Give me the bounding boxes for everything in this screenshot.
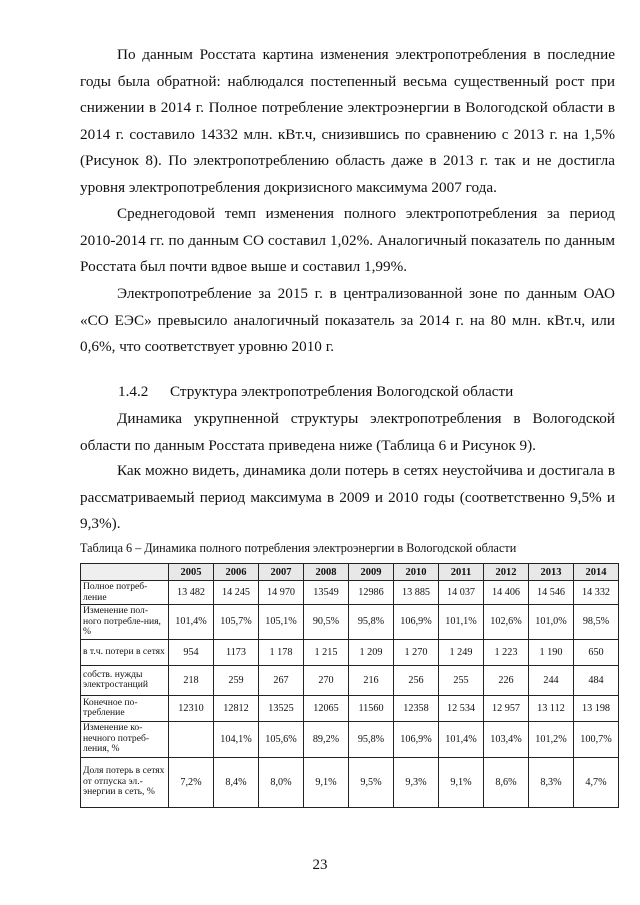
table-cell: 14 406 — [484, 581, 529, 605]
table-cell: 13 198 — [574, 695, 619, 721]
year-header: 2005 — [169, 564, 214, 581]
table-cell: 11560 — [349, 695, 394, 721]
table-cell: 12812 — [214, 695, 259, 721]
table-cell: 8,3% — [529, 757, 574, 807]
table-cell: 8,6% — [484, 757, 529, 807]
table-cell: 14 245 — [214, 581, 259, 605]
table-cell: 226 — [484, 665, 529, 695]
table-cell: 8,0% — [259, 757, 304, 807]
table-cell: 103,4% — [484, 721, 529, 757]
table-cell: 105,7% — [214, 605, 259, 640]
table-row — [81, 721, 619, 757]
row-label: Конечное по-требление — [81, 695, 169, 721]
year-header: 2009 — [349, 564, 394, 581]
paragraph-5: Как можно видеть, динамика доли потерь в сетях неустойчива и достигала в рассматриваемый период максимума в 2009 и 2010 годы (соответственно 9,5% и 9,3%). — [80, 462, 615, 532]
table-cell: 12310 — [169, 695, 214, 721]
table-cell: 101,2% — [529, 721, 574, 757]
table-cell: 13 885 — [394, 581, 439, 605]
table-cell: 9,1% — [304, 757, 349, 807]
table-cell: 9,1% — [439, 757, 484, 807]
paragraph-4: Динамика укрупненной структуры электропотребления в Вологодской области по данным Росстата приведена ниже (Таблица 6 и Рисунок 9). — [80, 410, 615, 454]
table-cell: 484 — [574, 665, 619, 695]
row-label: Доля потерь в сетях от отпуска эл.-энергии в сеть, % — [81, 757, 169, 807]
table-cell: 89,2% — [304, 721, 349, 757]
table-cell: 650 — [574, 639, 619, 665]
table-cell: 4,7% — [574, 757, 619, 807]
table-cell: 12986 — [349, 581, 394, 605]
table-row — [81, 695, 619, 721]
table-cell: 12 534 — [439, 695, 484, 721]
table-cell: 255 — [439, 665, 484, 695]
section-title: Структура электропотребления Вологодской области — [170, 383, 514, 400]
table-cell: 13525 — [259, 695, 304, 721]
table-cell: 100,7% — [574, 721, 619, 757]
table-cell: 14 546 — [529, 581, 574, 605]
row-label: собств. нужды электростанций — [81, 665, 169, 695]
table-cell: 90,5% — [304, 605, 349, 640]
year-header: 2014 — [574, 564, 619, 581]
table-row — [81, 757, 619, 807]
table-cell: 104,1% — [214, 721, 259, 757]
table-cell: 1173 — [214, 639, 259, 665]
table-cell: 9,5% — [349, 757, 394, 807]
table-header-row — [81, 564, 619, 581]
year-header: 2013 — [529, 564, 574, 581]
table-cell: 1 215 — [304, 639, 349, 665]
table-cell: 12358 — [394, 695, 439, 721]
table-cell: 270 — [304, 665, 349, 695]
year-header: 2010 — [394, 564, 439, 581]
table-cell: 14 037 — [439, 581, 484, 605]
table-cell: 267 — [259, 665, 304, 695]
table-cell: 14 332 — [574, 581, 619, 605]
consumption-table — [80, 563, 619, 808]
table-row — [81, 605, 619, 640]
table-cell: 98,5% — [574, 605, 619, 640]
table-cell: 12065 — [304, 695, 349, 721]
table-cell: 101,4% — [169, 605, 214, 640]
year-header: 2007 — [259, 564, 304, 581]
table-cell: 101,1% — [439, 605, 484, 640]
paragraph-2: Среднегодовой темп изменения полного электропотребления за период 2010-2014 гг. по данным СО составил 1,02%. Аналогичный показатель по данным Росстата был почти вдвое выше и составил 1,99%. — [80, 205, 615, 275]
table-cell: 13549 — [304, 581, 349, 605]
year-header: 2012 — [484, 564, 529, 581]
row-label: Полное потреб-ление — [81, 581, 169, 605]
table-cell: 1 270 — [394, 639, 439, 665]
table-caption: Таблица 6 – Динамика полного потребления электроэнергии в Вологодской области — [80, 541, 517, 555]
table-cell: 1 249 — [439, 639, 484, 665]
table-cell: 1 190 — [529, 639, 574, 665]
table-cell — [169, 721, 214, 757]
row-label: в т.ч. потери в сетях — [81, 639, 169, 665]
table-cell: 95,8% — [349, 605, 394, 640]
table-cell: 9,3% — [394, 757, 439, 807]
paragraph-1: По данным Росстата картина изменения электропотребления в последние годы была обратной: наблюдался постепенный весьма существенный рост при снижении в 2014 г. Полное потребление электроэнергии в Вологодской области в 2014 г. составило 14332 млн. кВт.ч, снизившись по сравнению с 2013 г. на 1,5% (Рисунок 8). По электропотреблению область даже в 2013 г. так и не достигла уровня электропотребления докризисного максимума 2007 года. — [80, 46, 615, 196]
table-row — [81, 665, 619, 695]
table-row — [81, 581, 619, 605]
section-heading — [118, 381, 513, 403]
year-header: 2006 — [214, 564, 259, 581]
table-cell: 95,8% — [349, 721, 394, 757]
table-cell: 954 — [169, 639, 214, 665]
year-header: 2011 — [439, 564, 484, 581]
table-cell: 244 — [529, 665, 574, 695]
table-cell: 216 — [349, 665, 394, 695]
table-cell: 101,0% — [529, 605, 574, 640]
section-number: 1.4.2 — [118, 383, 149, 400]
table-cell: 105,6% — [259, 721, 304, 757]
row-label: Изменение ко-нечного потреб-ления, % — [81, 721, 169, 757]
table-row — [81, 639, 619, 665]
table-cell: 14 970 — [259, 581, 304, 605]
page-number: 23 — [312, 857, 328, 873]
row-label: Изменение пол-ного потребле-ния, % — [81, 605, 169, 640]
table-cell: 7,2% — [169, 757, 214, 807]
table-cell: 102,6% — [484, 605, 529, 640]
table-cell: 13 482 — [169, 581, 214, 605]
table-cell: 8,4% — [214, 757, 259, 807]
table-cell: 105,1% — [259, 605, 304, 640]
table-cell: 1 223 — [484, 639, 529, 665]
table-cell: 101,4% — [439, 721, 484, 757]
table-cell: 256 — [394, 665, 439, 695]
table-cell: 13 112 — [529, 695, 574, 721]
table-cell: 12 957 — [484, 695, 529, 721]
table-body — [81, 581, 619, 808]
paragraph-3: Электропотребление за 2015 г. в централизованной зоне по данным ОАО «СО ЕЭС» превысило аналогичный показатель за 2014 г. на 80 млн. кВт.ч, или 0,6%, что соответствует уровню 2010 г. — [80, 285, 615, 355]
table-cell: 1 178 — [259, 639, 304, 665]
year-header: 2008 — [304, 564, 349, 581]
table-cell: 106,9% — [394, 605, 439, 640]
table-corner-cell — [81, 564, 169, 581]
table-cell: 106,9% — [394, 721, 439, 757]
table-cell: 218 — [169, 665, 214, 695]
table-cell: 259 — [214, 665, 259, 695]
table-cell: 1 209 — [349, 639, 394, 665]
